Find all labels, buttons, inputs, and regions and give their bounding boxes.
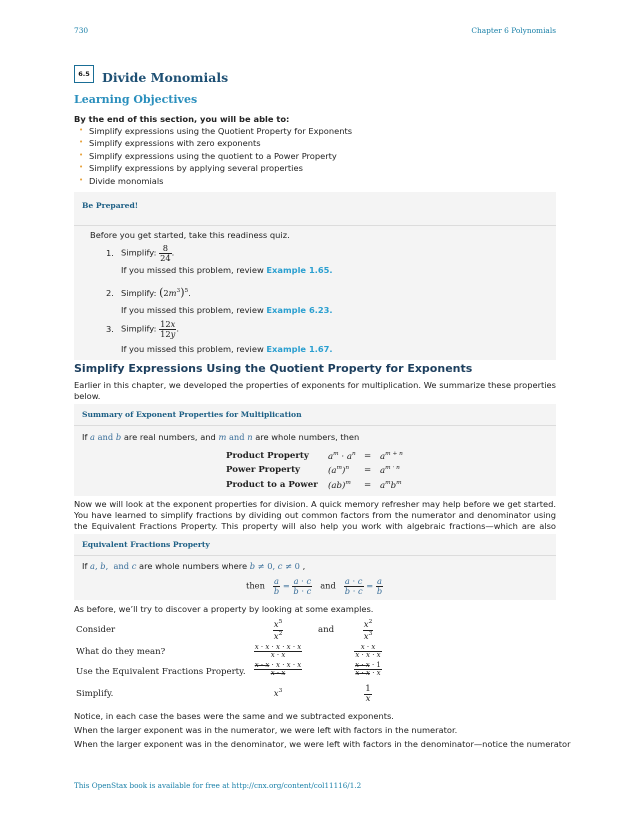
learning-objectives-list [79, 126, 352, 188]
product-to-power-label: Product to a Power [226, 480, 318, 490]
example-row-label: Consider [76, 625, 116, 635]
chapter-header: Chapter 6 Polynomials [471, 26, 556, 35]
page-footer: This OpenStax book is available for free at http://cnx.org/content/col11116/1.2 [74, 781, 362, 790]
quiz-review-3: If you missed this problem, review Example 1.67. [121, 344, 333, 354]
page-number: 730 [74, 26, 89, 35]
example-consider-a: $\frac{x^5}{x^2}$ [273, 619, 283, 642]
product-property-label: Product Property [226, 451, 309, 461]
example-result-b: $\frac{1}{x}$ [365, 684, 371, 705]
summary-box-title: Summary of Exponent Properties for Multiplication [74, 404, 556, 426]
example-result-a: $x^3$ [273, 688, 283, 699]
equivalent-formula: then $\frac{a}{b}$ = $\frac{a \cdot c}{b \cdot c}$ and $\frac{a \cdot c}{b \cdot c}$ = $\frac{a}{b}$ [246, 576, 383, 596]
note-paragraph: When the larger exponent was in the denominator, we were left with factors in the denominator—notice the numerator [74, 739, 571, 749]
quiz-question-1: 1. Simplify: $\frac{8}{24}$ . [106, 243, 175, 263]
power-property-equals: = [364, 465, 372, 475]
quiz-review-1: If you missed this problem, review Example 1.65. [121, 265, 333, 275]
example-and-word: and [318, 625, 335, 635]
example-link-1-65[interactable]: Example 1.65. [266, 265, 333, 275]
division-intro-paragraph: Now we will look at the exponent properties for division. A quick memory refresher may help before we get started. You have learned to simplify fractions by dividing out common factors from the numerator and denominator using the Equivalent Fractions Property. This property will also help you work with algebraic fractions—which are also [74, 499, 556, 532]
quotient-property-heading: Simplify Expressions Using the Quotient Property for Exponents [74, 362, 473, 375]
bullet-icon: • [79, 138, 84, 147]
example-row-label: Use the Equivalent Fractions Property. [76, 667, 246, 677]
quiz-question-2: 2. Simplify: $(2m^3)^5$. [106, 286, 191, 299]
bullet-icon: • [79, 175, 84, 184]
product-property-lhs: $a^m \cdot a^n$ [328, 451, 356, 462]
bullet-icon: • [79, 163, 84, 172]
section-number-badge: 6.5 [74, 65, 94, 83]
fraction-12x-12y: $\frac{12x}{12y}$ [160, 319, 176, 339]
be-prepared-intro: Before you get started, take this readiness quiz. [90, 230, 290, 240]
section-title: Divide Monomials [102, 70, 229, 85]
quiz-question-3: 3. Simplify: $\frac{12x}{12y}$ . [106, 319, 179, 339]
example-row-label: What do they mean? [76, 647, 166, 657]
bullet-icon: • [79, 150, 84, 159]
example-expanded-a: $\frac{x \cdot x \cdot x \cdot x \cdot x}{x \cdot x}$ [254, 643, 302, 660]
note-paragraph: When the larger exponent was in the numerator, we were left with factors in the numerator. [74, 725, 458, 735]
equivalent-box-title: Equivalent Fractions Property [74, 534, 556, 556]
example-row-label: Simplify. [76, 689, 114, 699]
product-to-power-rhs: $a^mb^m$ [380, 480, 402, 491]
objective-item: • Simplify expressions using the quotient to a Power Property [79, 150, 337, 161]
be-prepared-title: Be Prepared! [74, 192, 556, 226]
quotient-intro-paragraph: Earlier in this chapter, we developed the properties of exponents for multiplication. We summarize these properties below. [74, 380, 556, 402]
objective-item: • Simplify expressions by applying several properties [79, 163, 303, 174]
power-property-rhs: $a^{m \cdot n}$ [380, 465, 400, 476]
bullet-icon: • [79, 126, 84, 134]
example-consider-b: $\frac{x^2}{x^3}$ [363, 619, 373, 642]
learning-objectives-title: Learning Objectives [74, 93, 198, 106]
note-paragraph: Notice, in each case the bases were the same and we subtracted exponents. [74, 711, 394, 721]
example-link-1-67[interactable]: Example 1.67. [266, 344, 333, 354]
learning-objectives-intro: By the end of this section, you will be able to: [74, 114, 290, 124]
product-to-power-lhs: (ab)$^m$ [328, 480, 351, 491]
be-prepared-box [74, 192, 556, 360]
example-link-6-23[interactable]: Example 6.23. [266, 305, 333, 315]
power-property-label: Power Property [226, 465, 301, 475]
fraction-8-24: $\frac{8}{24}$ [160, 243, 171, 263]
objective-item: • Simplify expressions using the Quotient Property for Exponents [79, 126, 353, 136]
quiz-review-2: If you missed this problem, review Example 6.23. [121, 305, 333, 315]
objective-item: • Divide monomials [79, 175, 164, 186]
product-property-rhs: $a^{m + n}$ [380, 451, 403, 462]
objective-item: • Simplify expressions with zero exponents [79, 138, 261, 149]
equivalent-fractions-box [74, 534, 556, 600]
examples-intro: As before, we’ll try to discover a property by looking at some examples. [74, 604, 374, 614]
product-to-power-equals: = [364, 480, 372, 490]
example-expanded-b: $\frac{x \cdot x}{x \cdot x \cdot x}$ [355, 643, 381, 660]
power-property-lhs: $(a^m)^n$ [328, 465, 350, 476]
product-property-equals: = [364, 451, 372, 461]
example-cancel-b: $\frac{x \cdot x \cdot 1}{x \cdot x \cdot x}$ [355, 661, 381, 678]
summary-condition: If a and b are real numbers, and m and n are whole numbers, then [82, 432, 360, 442]
equivalent-condition: If a, b, and c are whole numbers where b ≠ 0, c ≠ 0 , [82, 561, 306, 571]
example-cancel-a: $\frac{x \cdot x \cdot x \cdot x \cdot x}{x \cdot x}$ [254, 661, 302, 678]
summary-exponent-properties-box [74, 404, 556, 496]
